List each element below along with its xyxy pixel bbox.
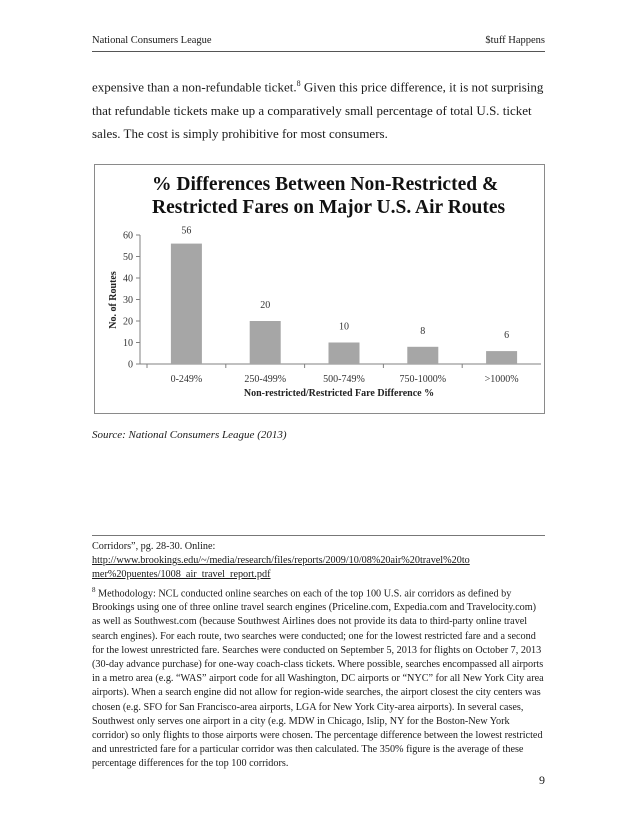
chart-container: [94, 164, 545, 414]
x-category-label: 250-499%: [244, 374, 287, 385]
y-tick-label: 40: [123, 273, 133, 285]
x-category-label: 500-749%: [323, 374, 365, 385]
y-tick-label: 60: [123, 230, 133, 242]
bar: [407, 347, 438, 364]
x-category-label: >1000%: [484, 374, 519, 385]
footnote-8: [92, 583, 547, 772]
bar-value-label: 10: [339, 321, 349, 333]
header-report-title: $tuff Happens: [485, 35, 545, 46]
bar-value-label: 6: [504, 330, 510, 342]
body-text-end: Given this price difference, it is not surprising that refundable tickets make up a comparatively small percentage of total U.S. ticket sales. The cost is simply prohibitive for most consumers.: [92, 79, 544, 142]
footnote-text: Methodology: NCL conducted online searches on each of the top 100 U.S. air corridors as defined by Brookings using one of three online travel search engines (Priceline.com, Expedia.com and Travelocity.com) as well as Southwest.com (because Southwest Airlines does not provide its data to third-party online travel search engines). For each route, two searches were conducted; one for the lowest restricted fare and a second for the lowest unrestricted fare. Searches were conducted on September 5, 2013 for flights on October 7, 2013 (30-day advance purchase) for one-way coach-class tickets. Where possible, searches encompassed all airports in a metro area (e.g. “WAS” airport code for all Washington, DC airports or “NYC” for all New York City area airports). When a search engine did not allow for region-wide searches, the airport closest the city centers was chosen (e.g. SFO for San Francisco-area airports, LGA for New York City-area airports). In several cases, Southwest only serves one airport in a city (e.g. MDW in Chicago, Islip, NY for the Boston-New York corridor) so only flights to those airports were chosen. The percentage difference between the lowest restricted and unrestricted fare for a particular corridor was then calculated. The 350% figure is the average of these percentage differences for the top 100 corridors.: [92, 588, 544, 770]
bar-value-label: 56: [181, 225, 192, 237]
x-axis-title: Non-restricted/Restricted Fare Difference %: [243, 388, 435, 399]
y-tick-label: 20: [123, 316, 133, 328]
bar: [486, 351, 517, 364]
footnotes: [92, 540, 547, 772]
footnote-reference[interactable]: 8: [296, 79, 301, 88]
body-text-start: expensive than a non-refundable ticket.: [92, 79, 297, 95]
report-link[interactable]: http://www.brookings.edu/~/media/research/files/reports/2009/10/08%20air%20travel%20to mer%20puentes/1008_air_travel_report.pdf: [92, 555, 470, 581]
body-paragraph: [92, 72, 548, 146]
x-category-label: 750-1000%: [399, 374, 447, 385]
y-tick-label: 50: [123, 252, 133, 263]
bar-value-label: 8: [420, 325, 426, 337]
page-number: 9: [539, 773, 545, 787]
footnote-number: 8: [92, 585, 96, 594]
figure-source: Source: National Consumers League (2013): [92, 429, 287, 441]
header-divider: [92, 51, 545, 52]
chart-title-line1: % Differences Between Non-Restricted &: [152, 174, 499, 195]
chart-title-line2: Restricted Fares on Major U.S. Air Routes: [152, 197, 506, 218]
header-organization: National Consumers League: [92, 35, 212, 46]
y-tick-label: 10: [123, 338, 133, 349]
bar: [329, 343, 360, 365]
footnote-continuation: Corridors”, pg. 28-30. Online:: [92, 541, 216, 552]
y-tick-label: 0: [128, 359, 133, 371]
bar-chart: [95, 165, 544, 413]
y-axis-title: No. of Routes: [108, 271, 119, 329]
x-category-label: 0-249%: [170, 374, 203, 385]
y-tick-label: 30: [123, 295, 133, 306]
bar-value-label: 20: [260, 300, 271, 311]
bar: [250, 321, 281, 364]
bar: [171, 244, 202, 364]
footnote-divider: [92, 535, 545, 536]
